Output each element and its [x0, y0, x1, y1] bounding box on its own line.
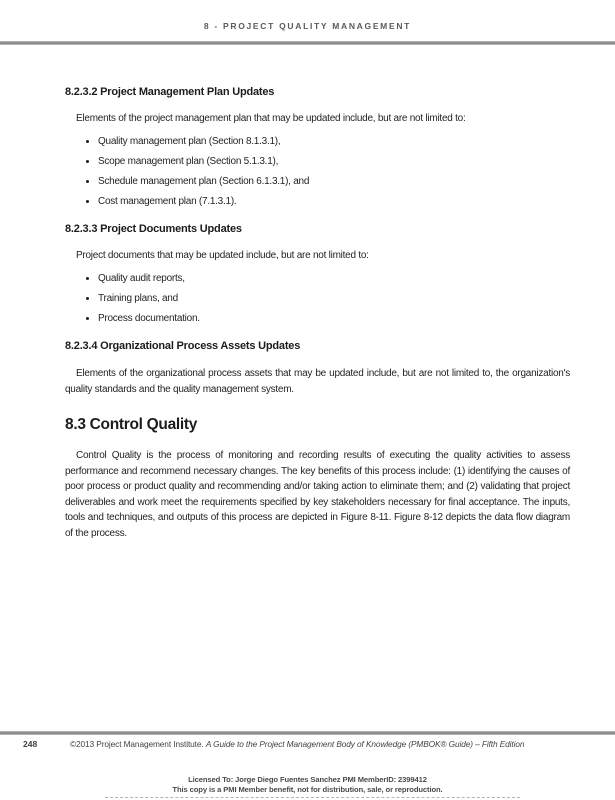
copyright-line [70, 739, 585, 749]
bottom-dashed-rule [105, 797, 520, 798]
license-line-2: This copy is a PMI Member benefit, not for distribution, sale, or reproduction. [172, 784, 443, 794]
bullet-list [65, 272, 570, 325]
page-number: 248 [23, 739, 38, 749]
license-block [0, 775, 615, 794]
section-heading: 8.2.3.3 Project Documents Updates [65, 223, 242, 235]
section-8-2-3-3 [65, 223, 570, 325]
section-8-3 [65, 415, 570, 541]
header-rule [0, 41, 615, 45]
bullet-item: • Training plans, and [98, 292, 570, 305]
copyright-text: ©2013 Project Management Institute. [70, 739, 206, 749]
bullet-item: • Quality audit reports, [98, 272, 570, 285]
section-8-2-3-4 [65, 340, 570, 397]
book-title: A Guide to the Project Management Body of Knowledge (PMBOK® Guide) – Fifth Edition [205, 739, 525, 749]
bullet-list [65, 135, 570, 208]
section-heading: 8.2.3.4 Organizational Process Assets Updates [65, 340, 301, 352]
bullet-item: • Quality management plan (Section 8.1.3.1), [98, 135, 570, 148]
section-intro: Elements of the project management plan that may be updated include, but are not limited to: [76, 113, 466, 124]
running-header: 8 - PROJECT QUALITY MANAGEMENT [203, 21, 412, 31]
footer-rule [0, 731, 615, 735]
section-8-2-3-2 [65, 86, 570, 208]
bullet-item: • Schedule management plan (Section 6.1.3.1), and [98, 175, 570, 188]
section-paragraph: Elements of the organizational process assets that may be updated include, but are not limited to, the organization's quality standards and the quality management system. [65, 368, 570, 395]
section-heading: 8.2.3.2 Project Management Plan Updates [65, 86, 275, 98]
bullet-item: • Cost management plan (7.1.3.1). [98, 195, 570, 208]
bullet-item: • Scope management plan (Section 5.1.3.1), [98, 155, 570, 168]
section-intro: Project documents that may be updated include, but are not limited to: [76, 250, 369, 261]
section-paragraph: Control Quality is the process of monitoring and recording results of executing the quality activities to assess performance and recommend necessary changes. The key benefits of this process include: (1) identifying the causes of poor process or product quality and recommending and/or taking action to eliminate them; and (2) validating that project deliverables and work meet the requirements specified by key stakeholders necessary for final acceptance. The inputs, tools and techniques, and outputs of this process are depicted in Figure 8-11. Figure 8-12 depicts the data flow diagram of the process. [65, 450, 570, 539]
major-section-heading: 8.3 Control Quality [65, 416, 198, 433]
page-content [65, 86, 570, 541]
bullet-item: • Process documentation. [98, 312, 570, 325]
license-line-1: Licensed To: Jorge Diego Fuentes Sanchez PMI MemberID: 2399412 [188, 775, 427, 784]
